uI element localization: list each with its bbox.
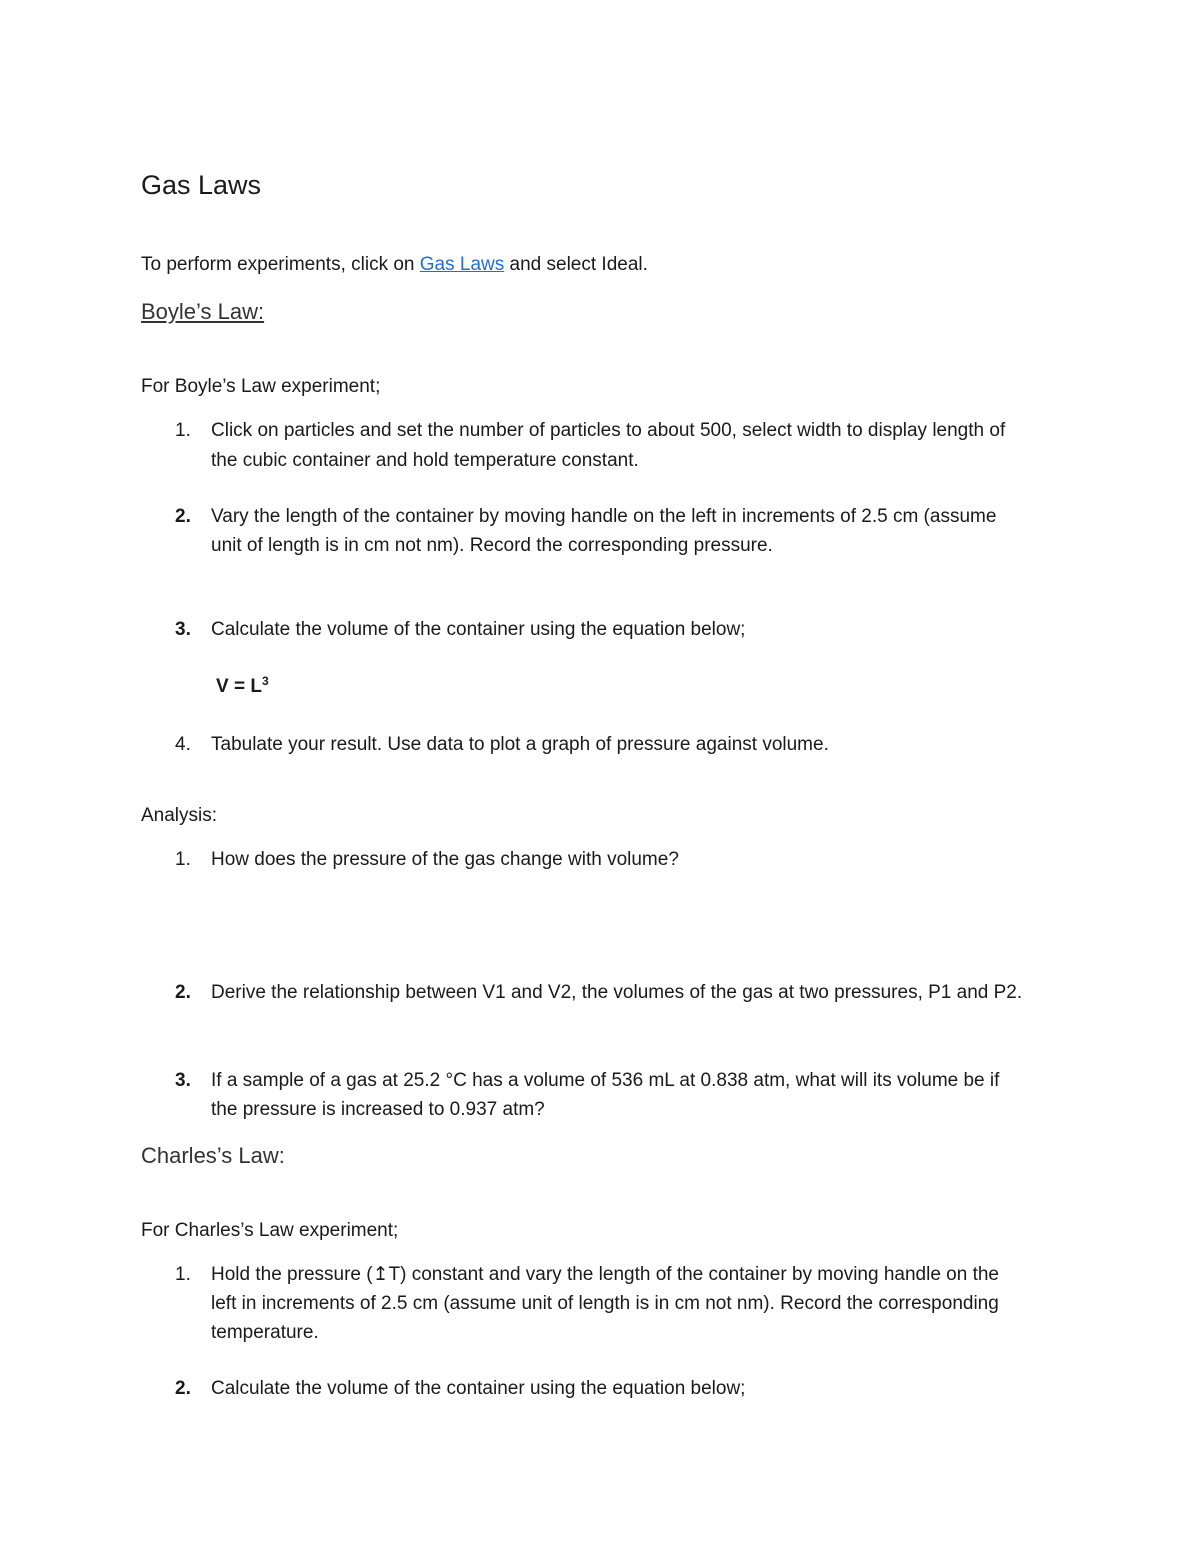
question-1-number: 1.	[175, 849, 191, 870]
charles-step-1-number: 1.	[175, 1264, 191, 1285]
intro-after: and select Ideal.	[504, 254, 648, 275]
boyle-step-4-number: 4.	[175, 734, 191, 755]
boyle-step-4-line-1: Tabulate your result. Use data to plot a graph of pressure against volume.	[211, 734, 829, 755]
question-3-line-1: If a sample of a gas at 25.2 °C has a volume of 536 mL at 0.838 atm, what will its volume be if	[211, 1070, 1000, 1091]
boyle-step-1-line-2: the cubic container and hold temperature constant.	[211, 450, 639, 471]
boyle-lead: For Boyle’s Law experiment;	[141, 376, 381, 397]
intro-before: To perform experiments, click on	[141, 254, 420, 275]
charles-step-1-line-1: Hold the pressure (↥T) constant and vary the length of the container by moving handle on the	[211, 1264, 999, 1285]
charles-step-1-line-3: temperature.	[211, 1322, 319, 1343]
question-3-number: 3.	[175, 1070, 191, 1091]
charles-step-1-line-2: left in increments of 2.5 cm (assume unit of length is in cm not nm). Record the corresponding	[211, 1293, 999, 1314]
intro-text	[141, 255, 648, 274]
volume-equation	[216, 674, 269, 697]
question-2-line-1: Derive the relationship between V1 and V2, the volumes of the gas at two pressures, P1 and P2.	[211, 982, 1023, 1003]
analysis-label: Analysis:	[141, 805, 218, 826]
boyle-heading: Boyle’s Law:	[141, 299, 265, 324]
charles-step-2-line-1: Calculate the volume of the container using the equation below;	[211, 1378, 746, 1399]
boyle-step-2-line-2: unit of length is in cm not nm). Record the corresponding pressure.	[211, 535, 773, 556]
boyle-step-3-line-1: Calculate the volume of the container using the equation below;	[211, 619, 746, 640]
charles-step-2-number: 2.	[175, 1378, 191, 1399]
boyle-step-2-number: 2.	[175, 506, 191, 527]
charles-heading: Charles’s Law:	[141, 1143, 285, 1168]
page-title: Gas Laws	[141, 170, 262, 200]
boyle-step-3-number: 3.	[175, 619, 191, 640]
question-3-line-2: the pressure is increased to 0.937 atm?	[211, 1099, 545, 1120]
boyle-step-1-line-1: Click on particles and set the number of particles to about 500, select width to display length of	[211, 420, 1006, 441]
question-1-line-1: How does the pressure of the gas change with volume?	[211, 849, 679, 870]
equation-exponent: 3	[261, 674, 269, 688]
gas-laws-link[interactable]: Gas Laws	[419, 254, 505, 275]
question-2-number: 2.	[175, 982, 191, 1003]
charles-lead: For Charles’s Law experiment;	[141, 1220, 399, 1241]
boyle-step-1-number: 1.	[175, 420, 191, 441]
boyle-step-2-line-1: Vary the length of the container by moving handle on the left in increments of 2.5 cm (assume	[211, 506, 997, 527]
equation-base: V = L	[216, 676, 262, 697]
